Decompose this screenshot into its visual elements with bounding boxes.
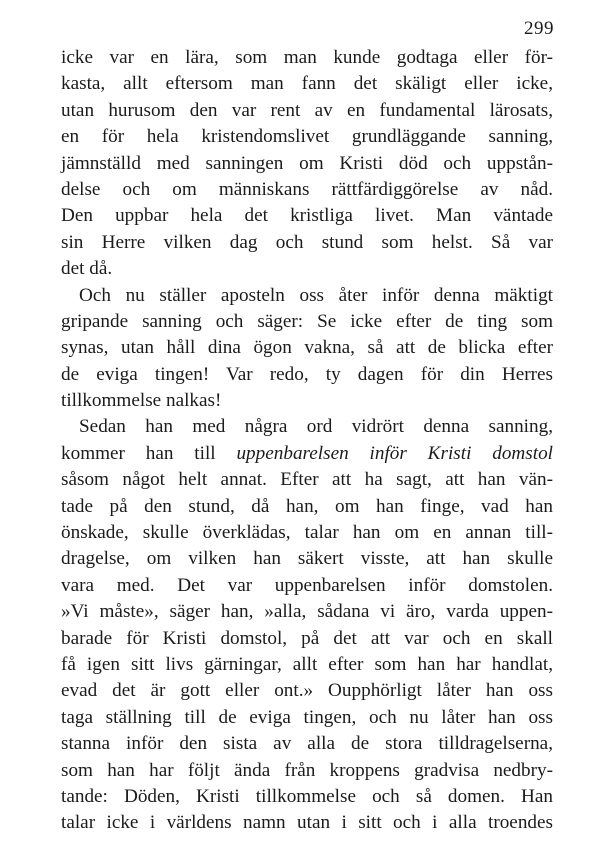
text-line: »Vi måste», säger han, »alla, sådana vi äro, varda uppen- (61, 601, 553, 623)
text-line: som han har följt ända från kroppens gradvisa nedbry- (61, 759, 553, 781)
text-line: en för hela kristendomslivet grundläggande sanning, (61, 126, 553, 148)
text-line (61, 441, 553, 467)
text-line: delse och om människans rättfärdiggörelse av nåd. (61, 178, 553, 200)
text-line: talar icke i världens namn utan i sitt och i alla troendes (61, 812, 553, 834)
body-text (61, 45, 553, 837)
text-line: evad det är gott eller ont.» Oupphörligt låter han oss (61, 680, 553, 702)
text-line: tade på den stund, då han, om han finge, vad han (61, 495, 553, 517)
text-line: kasta, allt eftersom man fann det skäligt eller icke, (61, 73, 553, 95)
text-line: Och nu ställer aposteln oss åter inför denna mäktigt (79, 284, 553, 306)
text-line: stanna inför den sista av alla de stora tilldragelserna, (61, 733, 553, 755)
text-line: tande: Döden, Kristi tillkommelse och så domen. Han (61, 785, 553, 807)
text-line: barade för Kristi domstol, på det att var och en skall (61, 627, 553, 649)
text-line: gripande sanning och säger: Se icke efter de ting som (61, 310, 553, 332)
text-line: såsom något helt annat. Efter att ha sagt, att han vän- (61, 469, 553, 491)
text-line: önskade, skulle överklädas, talar han om en annan till- (61, 522, 553, 544)
text-line: få igen sitt livs gärningar, allt efter som han har handlat, (61, 653, 553, 675)
text-line: utan hurusom den var rent av en fundamental lärosats, (61, 99, 553, 121)
text-line: taga ställning till de eviga tingen, och nu låter han oss (61, 706, 553, 728)
text-line: det då. (61, 258, 113, 280)
page-number: 299 (524, 18, 554, 39)
text-line: jämnställd med sanningen om Kristi död och uppstån- (61, 152, 553, 174)
text-line: Den uppbar hela det kristliga livet. Man väntade (61, 205, 553, 227)
text-line: dragelse, om vilken han säkert visste, att han skulle (61, 548, 553, 570)
text-line: Sedan han med några ord vidrört denna sanning, (79, 416, 553, 438)
text-line: tillkommelse nalkas! (61, 390, 222, 412)
text-line: sin Herre vilken dag och stund som helst. Så var (61, 231, 553, 253)
text-line: de eviga tingen! Var redo, ty dagen för din Herres (61, 363, 553, 385)
italic-emphasis: uppenbarelsen inför Kristi domstol (236, 442, 553, 464)
text-line: icke var en lära, som man kunde godtaga eller för- (61, 47, 553, 68)
text-line: synas, utan håll dina ögon vakna, så att de blicka efter (61, 337, 553, 359)
text-segment: kommer han till (61, 442, 237, 464)
text-line: vara med. Det var uppenbarelsen inför domstolen. (61, 574, 553, 596)
